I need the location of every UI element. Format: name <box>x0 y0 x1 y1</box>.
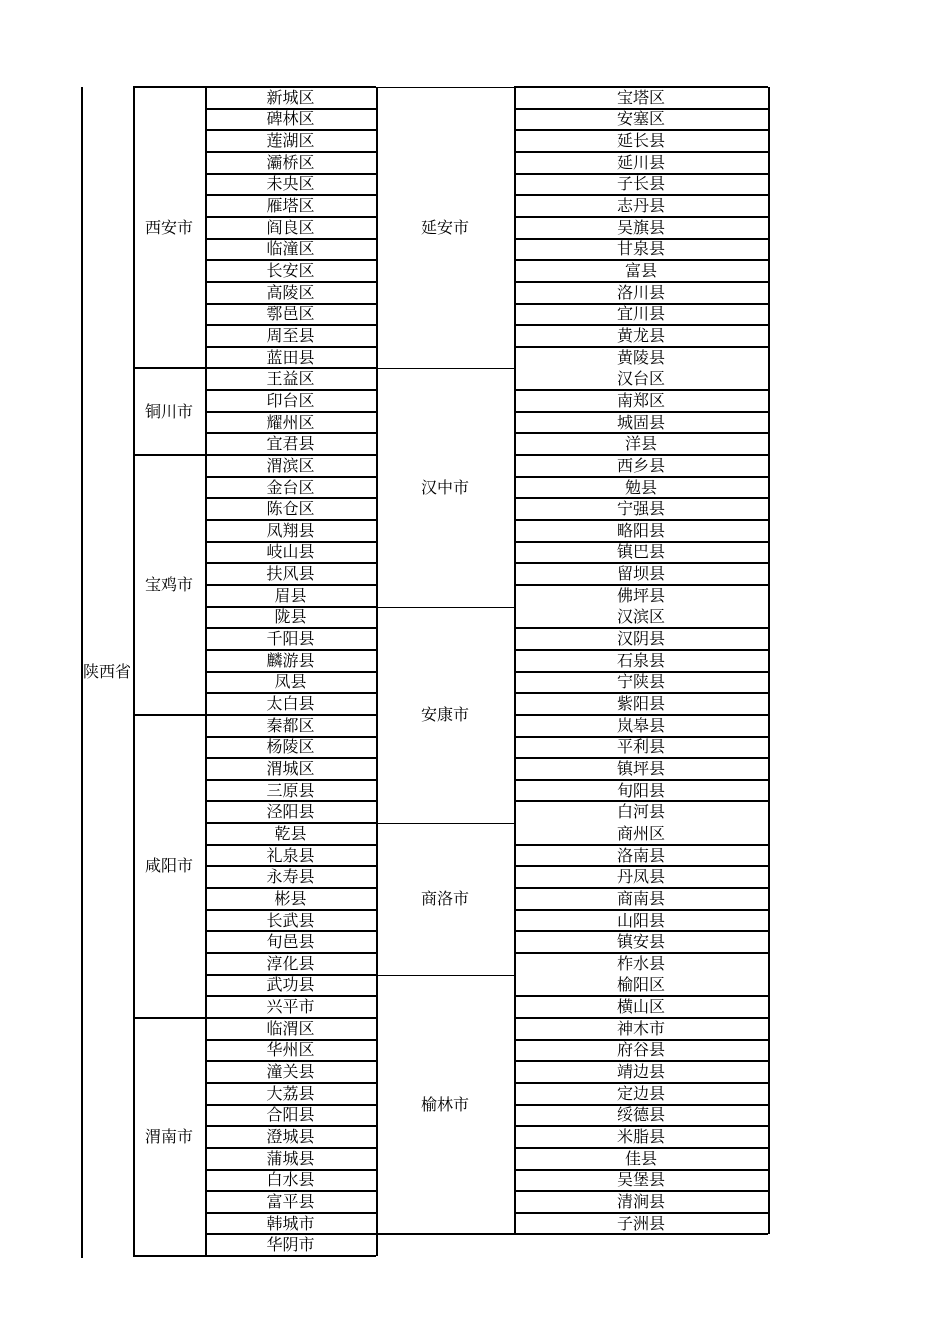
left-county-cell: 长安区 <box>266 261 315 280</box>
left-county-cell: 韩城市 <box>266 1213 315 1233</box>
left-row-divider <box>205 649 376 651</box>
left-county-cell: 高陵区 <box>266 282 315 302</box>
left-county-cell: 潼关县 <box>266 1062 315 1082</box>
right-county-cell: 丹凤县 <box>616 867 665 887</box>
left-county-cell: 陈仓区 <box>266 499 315 519</box>
right-row-divider <box>514 671 768 673</box>
right-county-cell: 佛坪县 <box>616 585 665 605</box>
left-row-divider <box>205 995 376 997</box>
right-city-cell: 商洛市 <box>420 888 469 908</box>
left-county-cell: 渭滨区 <box>266 455 315 475</box>
right-row-divider <box>514 887 768 889</box>
left-row-divider <box>205 389 376 391</box>
right-row-divider <box>514 649 768 651</box>
right-county-cell: 神木市 <box>616 1018 665 1038</box>
right-row-divider <box>514 930 768 932</box>
right-row-divider <box>514 194 768 196</box>
left-county-cell: 灞桥区 <box>266 152 315 172</box>
left-row-divider <box>205 1212 376 1214</box>
right-row-divider <box>514 1169 768 1171</box>
right-county-cell: 白河县 <box>616 802 665 822</box>
left-row-divider <box>205 757 376 759</box>
right-county-cell: 镇巴县 <box>616 542 665 562</box>
right-row-divider <box>514 1060 768 1062</box>
left-county-cell: 金台区 <box>266 477 315 497</box>
right-county-cell: 商州区 <box>616 823 665 843</box>
right-row-divider <box>514 1212 768 1214</box>
right-row-divider <box>514 736 768 738</box>
right-row-divider <box>514 497 768 499</box>
left-county-cell: 渭城区 <box>266 758 315 778</box>
right-county-cell: 山阳县 <box>616 910 665 930</box>
left-row-divider <box>205 562 376 564</box>
right-row-divider <box>514 844 768 846</box>
right-county-cell: 清涧县 <box>616 1191 665 1211</box>
right-county-cell: 宝塔区 <box>616 87 665 107</box>
right-row-divider <box>514 238 768 240</box>
left-row-divider <box>205 887 376 889</box>
left-row-divider <box>205 108 376 110</box>
right-county-cell: 旬阳县 <box>616 780 665 800</box>
right-county-cell: 南郑区 <box>616 390 665 410</box>
right-row-divider <box>514 476 768 478</box>
right-row-divider <box>514 108 768 110</box>
right-county-cell: 城固县 <box>616 412 665 432</box>
right-city-cell: 榆林市 <box>420 1094 469 1114</box>
right-county-cell: 甘泉县 <box>616 239 665 259</box>
right-row-divider <box>514 259 768 261</box>
left-county-cell: 阎良区 <box>266 217 315 237</box>
left-row-divider <box>205 779 376 781</box>
right-row-divider <box>514 411 768 413</box>
right-row-divider <box>514 389 768 391</box>
left-row-divider <box>205 1104 376 1106</box>
left-row-divider <box>205 346 376 348</box>
right-county-cell: 平利县 <box>616 737 665 757</box>
right-city-cell: 安康市 <box>420 704 469 724</box>
left-county-cell: 未央区 <box>266 174 315 194</box>
right-county-cell: 宁强县 <box>616 499 665 519</box>
left-row-divider <box>205 1147 376 1149</box>
right-county-cell: 勉县 <box>624 477 657 497</box>
left-county-cell: 长武县 <box>266 910 315 930</box>
left-row-divider <box>205 692 376 694</box>
right-row-divider <box>514 1190 768 1192</box>
right-county-cell: 石泉县 <box>616 650 665 670</box>
right-row-divider <box>514 216 768 218</box>
right-county-cell: 宁陕县 <box>616 672 665 692</box>
right-row-divider <box>514 800 768 802</box>
left-county-cell: 礼泉县 <box>266 845 315 865</box>
left-row-divider <box>205 1039 376 1041</box>
right-row-divider <box>514 541 768 543</box>
right-city-divider <box>376 87 514 88</box>
left-county-cell: 旬邑县 <box>266 932 315 952</box>
right-county-cell: 横山区 <box>616 997 665 1017</box>
left-county-cell: 大荔县 <box>266 1083 315 1103</box>
left-row-divider <box>205 324 376 326</box>
left-county-cell: 陇县 <box>274 607 307 627</box>
left-row-divider <box>205 671 376 673</box>
right-city-border <box>514 87 516 1234</box>
right-county-cell: 延川县 <box>616 152 665 172</box>
left-county-cell: 白水县 <box>266 1170 315 1190</box>
left-row-divider <box>205 151 376 153</box>
right-city-cell: 延安市 <box>420 217 469 237</box>
right-county-cell: 富县 <box>624 261 657 280</box>
right-county-cell: 柞水县 <box>616 953 665 973</box>
left-county-cell: 淳化县 <box>266 953 315 973</box>
left-row-divider <box>205 173 376 175</box>
right-county-cell: 洋县 <box>624 434 657 454</box>
left-county-cell: 耀州区 <box>266 412 315 432</box>
left-row-divider <box>205 238 376 240</box>
right-row-divider <box>514 714 768 716</box>
left-row-divider <box>205 627 376 629</box>
left-city-cell: 咸阳市 <box>144 856 193 876</box>
left-county-cell: 临潼区 <box>266 239 315 259</box>
left-row-divider <box>205 822 376 824</box>
right-row-divider <box>514 346 768 348</box>
left-row-divider <box>205 974 376 976</box>
left-row-divider <box>205 129 376 131</box>
right-county-cell: 西乡县 <box>616 455 665 475</box>
right-row-divider <box>514 909 768 911</box>
left-row-divider <box>205 1060 376 1062</box>
right-county-cell: 宜川县 <box>616 304 665 324</box>
right-city-divider <box>376 823 514 824</box>
left-county-cell: 泾阳县 <box>266 802 315 822</box>
left-county-cell: 凤县 <box>274 672 307 692</box>
left-row-divider <box>205 432 376 434</box>
left-row-divider <box>205 844 376 846</box>
right-county-cell: 岚皋县 <box>616 715 665 735</box>
right-county-cell: 汉阴县 <box>616 629 665 649</box>
right-row-divider <box>514 1017 768 1019</box>
right-row-divider <box>514 692 768 694</box>
right-row-divider <box>514 173 768 175</box>
right-county-cell: 府谷县 <box>616 1040 665 1060</box>
right-row-divider <box>514 1082 768 1084</box>
left-county-cell: 太白县 <box>266 694 315 713</box>
left-row-divider <box>205 259 376 261</box>
right-row-divider <box>514 151 768 153</box>
right-county-cell: 佳县 <box>624 1148 657 1168</box>
right-county-cell: 绥德县 <box>616 1105 665 1125</box>
left-county-cell: 莲湖区 <box>266 131 315 151</box>
left-county-border <box>205 87 207 1256</box>
left-county-cell: 凤翔县 <box>266 520 315 540</box>
right-row-divider <box>514 324 768 326</box>
left-county-cell: 王益区 <box>266 369 315 389</box>
left-row-divider <box>205 584 376 586</box>
right-row-divider <box>514 627 768 629</box>
right-county-cell: 子洲县 <box>616 1213 665 1233</box>
right-row-divider <box>514 562 768 564</box>
left-row-divider <box>205 519 376 521</box>
left-county-cell: 彬县 <box>274 888 307 908</box>
right-county-cell: 子长县 <box>616 174 665 194</box>
left-county-cell: 永寿县 <box>266 867 315 887</box>
right-row-divider <box>514 432 768 434</box>
left-city-cell: 宝鸡市 <box>144 574 193 594</box>
left-county-cell: 周至县 <box>266 325 315 345</box>
left-county-cell: 乾县 <box>274 823 307 843</box>
right-row-divider <box>514 454 768 456</box>
left-row-divider <box>205 1082 376 1084</box>
right-row-divider <box>514 779 768 781</box>
left-row-divider <box>205 541 376 543</box>
left-county-cell: 麟游县 <box>266 650 315 670</box>
right-county-cell: 榆阳区 <box>616 975 665 995</box>
right-county-cell: 志丹县 <box>616 196 665 216</box>
left-county-cell: 富平县 <box>266 1191 315 1211</box>
right-county-cell: 洛南县 <box>616 845 665 865</box>
left-county-cell: 新城区 <box>266 87 315 107</box>
left-row-divider <box>205 865 376 867</box>
left-county-cell: 兴平市 <box>266 997 315 1017</box>
left-county-cell: 华阴市 <box>266 1235 315 1255</box>
left-county-cell: 印台区 <box>266 390 315 410</box>
left-county-cell: 眉县 <box>274 585 307 605</box>
right-city-divider <box>376 975 514 976</box>
left-row-divider <box>205 1169 376 1171</box>
left-city-cell: 西安市 <box>144 217 193 237</box>
right-county-cell: 商南县 <box>616 888 665 908</box>
right-row-divider <box>514 303 768 305</box>
right-county-cell: 黄陵县 <box>616 347 665 367</box>
left-row-divider <box>205 194 376 196</box>
right-county-cell: 留坝县 <box>616 564 665 584</box>
province-cell: 陕西省 <box>82 661 131 681</box>
left-county-cell: 三原县 <box>266 780 315 800</box>
right-county-cell: 洛川县 <box>616 282 665 302</box>
right-county-cell: 定边县 <box>616 1083 665 1103</box>
left-county-cell: 秦都区 <box>266 715 315 735</box>
left-county-cell: 蒲城县 <box>266 1148 315 1168</box>
left-city-border <box>133 87 135 1256</box>
right-county-cell: 米脂县 <box>616 1127 665 1146</box>
left-county-cell: 武功县 <box>266 975 315 995</box>
right-row-divider <box>514 865 768 867</box>
right-county-cell: 汉台区 <box>616 369 665 389</box>
left-row-divider <box>205 476 376 478</box>
right-county-cell: 紫阳县 <box>616 694 665 713</box>
right-row-divider <box>514 281 768 283</box>
right-county-cell: 吴堡县 <box>616 1170 665 1190</box>
left-row-divider <box>205 736 376 738</box>
right-county-cell: 汉滨区 <box>616 607 665 627</box>
left-row-divider <box>205 1125 376 1127</box>
right-row-divider <box>514 519 768 521</box>
right-row-divider <box>514 952 768 954</box>
left-row-divider <box>205 800 376 802</box>
left-row-divider <box>205 606 376 608</box>
right-row-divider <box>514 129 768 131</box>
left-bottom-border <box>133 1255 376 1257</box>
right-county-cell: 镇坪县 <box>616 758 665 778</box>
right-row-divider <box>514 1147 768 1149</box>
right-county-cell: 延长县 <box>616 131 665 151</box>
right-row-divider <box>514 1125 768 1127</box>
right-row-divider <box>514 1104 768 1106</box>
left-row-divider <box>205 1190 376 1192</box>
right-row-divider <box>514 1039 768 1041</box>
left-county-cell: 华州区 <box>266 1040 315 1060</box>
left-row-divider <box>205 411 376 413</box>
left-county-cell: 澄城县 <box>266 1127 315 1146</box>
left-county-cell: 鄠邑区 <box>266 304 315 324</box>
left-county-cell: 扶风县 <box>266 564 315 584</box>
right-row-divider <box>514 757 768 759</box>
right-county-cell: 镇安县 <box>616 932 665 952</box>
left-county-cell: 岐山县 <box>266 542 315 562</box>
right-county-cell: 吴旗县 <box>616 217 665 237</box>
right-county-cell: 黄龙县 <box>616 325 665 345</box>
left-row-divider <box>205 216 376 218</box>
left-row-divider <box>205 930 376 932</box>
right-top-border <box>514 86 768 88</box>
left-row-divider <box>205 952 376 954</box>
left-county-cell: 杨陵区 <box>266 737 315 757</box>
right-city-cell: 汉中市 <box>420 477 469 497</box>
right-city-divider <box>376 368 514 369</box>
left-row-divider <box>205 909 376 911</box>
left-county-cell: 临渭区 <box>266 1018 315 1038</box>
right-row-divider <box>514 995 768 997</box>
left-city-cell: 渭南市 <box>144 1127 193 1146</box>
left-row-divider <box>205 1233 376 1235</box>
left-row-divider <box>205 497 376 499</box>
right-county-cell: 安塞区 <box>616 109 665 129</box>
left-county-cell: 合阳县 <box>266 1105 315 1125</box>
left-county-cell: 雁塔区 <box>266 196 315 216</box>
left-row-divider <box>205 281 376 283</box>
right-row-divider <box>514 584 768 586</box>
province-left-border <box>81 87 83 1258</box>
left-row-divider <box>205 303 376 305</box>
right-county-cell: 靖边县 <box>616 1062 665 1082</box>
left-county-cell: 碑林区 <box>266 109 315 129</box>
right-city-divider <box>376 607 514 608</box>
left-city-cell: 铜川市 <box>144 401 193 421</box>
left-county-cell: 宜君县 <box>266 434 315 454</box>
right-county-cell: 略阳县 <box>616 520 665 540</box>
right-bottom-border <box>376 1233 768 1235</box>
left-county-cell: 千阳县 <box>266 629 315 649</box>
left-county-cell: 蓝田县 <box>266 347 315 367</box>
right-county-right-border <box>768 87 770 1234</box>
